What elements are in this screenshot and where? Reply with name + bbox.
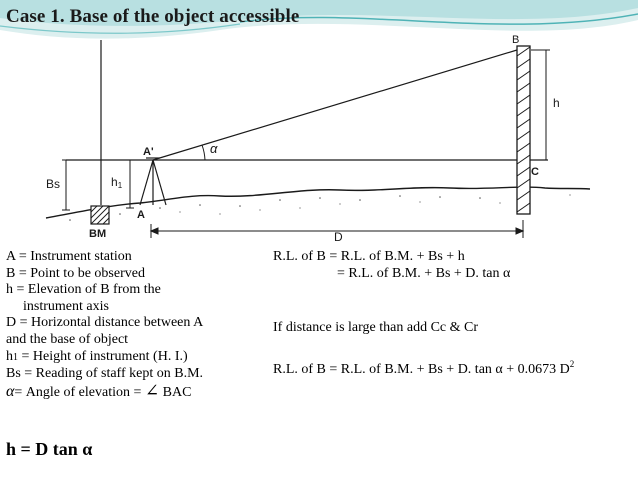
label-bm: BM xyxy=(89,228,107,240)
label-d: D xyxy=(334,230,343,244)
formula-line-1: R.L. of B = R.L. of B.M. + Bs + h xyxy=(273,249,465,264)
label-h: h xyxy=(553,96,560,110)
label-bs: Bs xyxy=(46,177,61,191)
definitions-list xyxy=(6,249,268,401)
inclined-line-of-sight xyxy=(153,50,517,160)
def-bs: Bs = Reading of staff kept on B.M. xyxy=(6,366,204,382)
label-a-prime: A' xyxy=(143,146,154,158)
formula-line-3: R.L. of B = R.L. of B.M. + Bs + D. tan α + 0.0673 $D^2$ xyxy=(273,358,575,377)
label-c: C xyxy=(531,166,539,178)
label-b: B xyxy=(512,34,520,46)
formulas-block xyxy=(273,249,633,378)
instrument-tripod xyxy=(140,158,166,205)
def-h: h = Elevation of B from the xyxy=(6,282,161,298)
label-alpha: α xyxy=(210,141,218,156)
def-h1: h1 = Height of instrument (H. I.) xyxy=(6,348,188,364)
h-dimension xyxy=(531,50,550,160)
bm-hatch xyxy=(91,206,109,224)
def-d-cont: and the base of object xyxy=(6,331,129,347)
angle-arc xyxy=(202,145,205,160)
h1-dimension xyxy=(126,160,134,208)
label-h1: h1 xyxy=(111,175,123,190)
label-a: A xyxy=(137,209,145,221)
ground-line xyxy=(46,187,590,218)
def-b: B = Point to be observed xyxy=(6,265,145,281)
formula-note: If distance is large than add Cc & Cr xyxy=(273,320,479,336)
object-tower xyxy=(517,46,530,214)
page-title: Case 1. Base of the object accessible xyxy=(6,6,300,27)
bs-dimension xyxy=(62,160,70,210)
def-h-cont: instrument axis xyxy=(23,298,109,314)
formula-line-2: = R.L. of B.M. + Bs + D. tan α xyxy=(337,265,511,281)
result-formula: h = D tan α xyxy=(6,439,93,459)
def-a: A = Instrument station xyxy=(6,249,132,264)
def-alpha: α= Angle of elevation = ∠ BAC xyxy=(6,380,192,400)
def-d: D = Horizontal distance between A xyxy=(6,315,204,331)
